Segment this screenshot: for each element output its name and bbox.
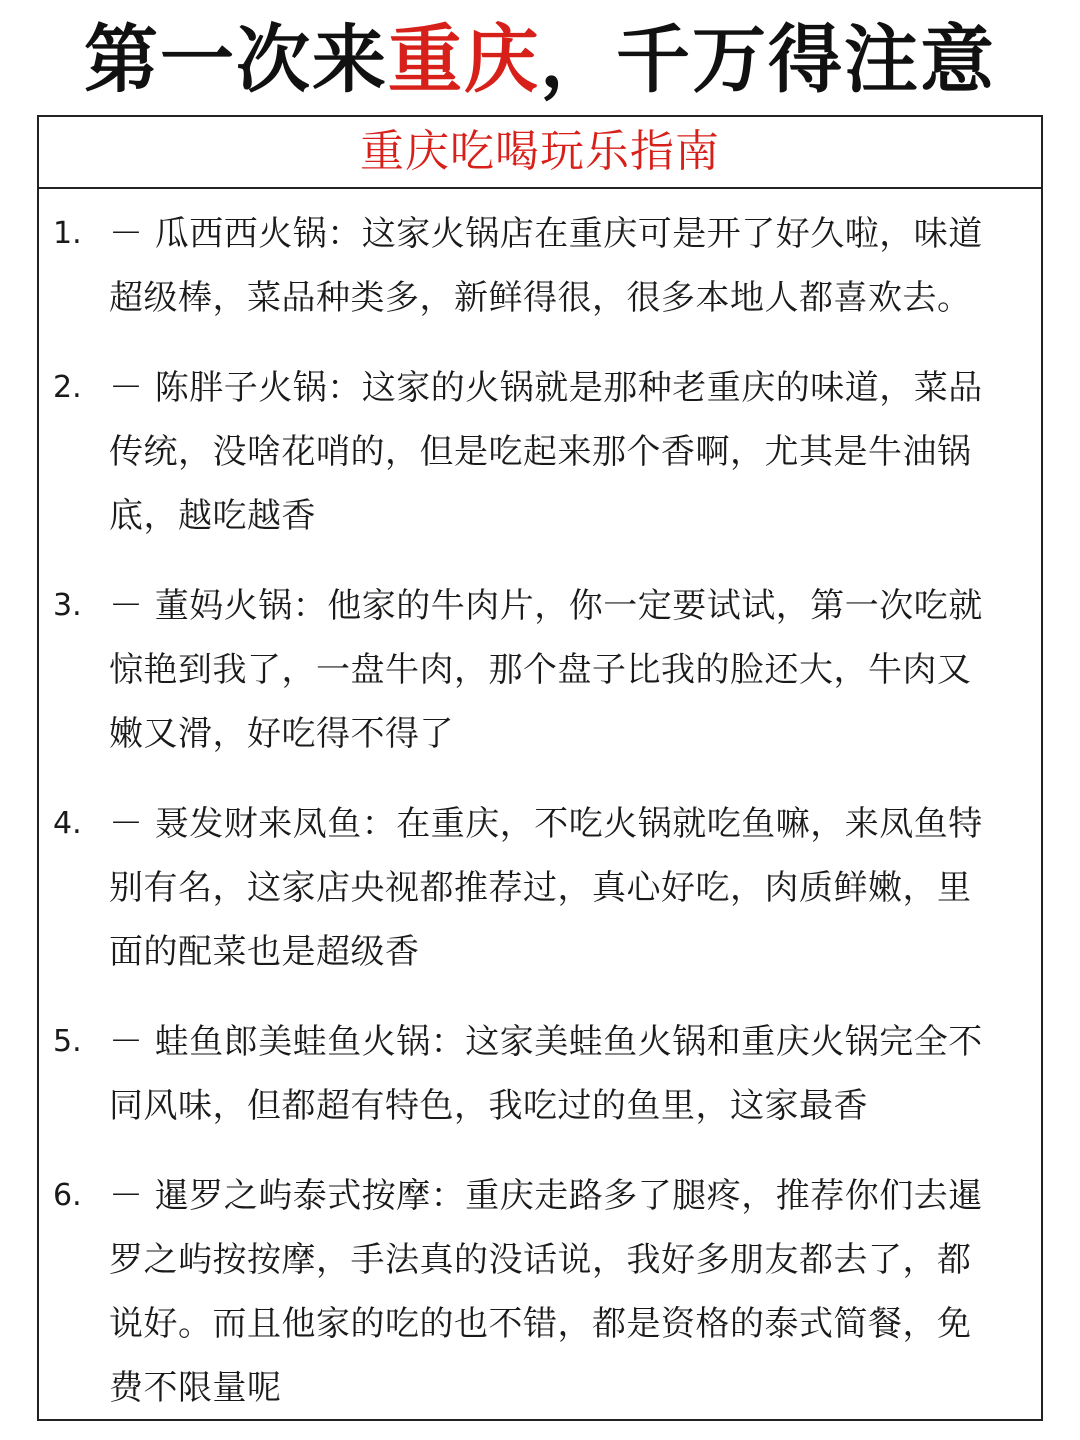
list-item-text-line: － 暹罗之屿泰式按摩：重庆走路多了腿疼，推荐你们去暹 [109,1176,983,1216]
list-item-number: 5. [53,1024,82,1059]
list-item-text-line: 传统，没啥花哨的，但是吃起来那个香啊，尤其是牛油锅 [109,432,972,472]
list-item-number: 1. [53,216,82,251]
page-headline [0,8,1080,112]
headline-text-start: 第一次来 [84,17,388,103]
list-item-number: 4. [53,806,82,841]
list-item-number: 2. [53,370,82,405]
list-item-text-line: 底，越吃越香 [109,496,316,536]
list-item-text-line: － 陈胖子火锅：这家的火锅就是那种老重庆的味道，菜品 [109,368,983,408]
guide-title: 重庆吃喝玩乐指南 [39,117,1041,189]
list-item-number: 6. [53,1178,82,1213]
list-item-text-line: 面的配菜也是超级香 [109,932,420,972]
list-item-text-line: 说好。而且他家的吃的也不错，都是资格的泰式简餐，免 [109,1304,972,1344]
headline-text-end: ，千万得注意 [540,17,996,103]
list-item-text-line: 别有名，这家店央视都推荐过，真心好吃，肉质鲜嫩，里 [109,868,972,908]
list-item-text-line: － 董妈火锅：他家的牛肉片，你一定要试试，第一次吃就 [109,586,983,626]
list-item-text-line: － 瓜西西火锅：这家火锅店在重庆可是开了好久啦，味道 [109,214,983,254]
list-item-text-line: 嫩又滑，好吃得不得了 [109,714,454,754]
list-item-text-line: 费不限量呢 [109,1368,282,1408]
list-item-text-line: － 蛙鱼郎美蛙鱼火锅：这家美蛙鱼火锅和重庆火锅完全不 [109,1022,983,1062]
list-item-number: 3. [53,588,82,623]
headline-accent-city: 重庆 [388,17,540,103]
list-item-text-line: 罗之屿按按摩，手法真的没话说，我好多朋友都去了，都 [109,1240,972,1280]
list-item-text-line: 惊艳到我了，一盘牛肉，那个盘子比我的脸还大，牛肉又 [109,650,972,690]
list-item-text-line: 同风味，但都超有特色，我吃过的鱼里，这家最香 [109,1086,868,1126]
list-item-text-line: 超级棒，菜品种类多，新鲜得很，很多本地人都喜欢去。 [109,278,972,318]
guide-panel [37,115,1043,1421]
list-item-text-line: － 聂发财来凤鱼：在重庆，不吃火锅就吃鱼嘛，来凤鱼特 [109,804,983,844]
